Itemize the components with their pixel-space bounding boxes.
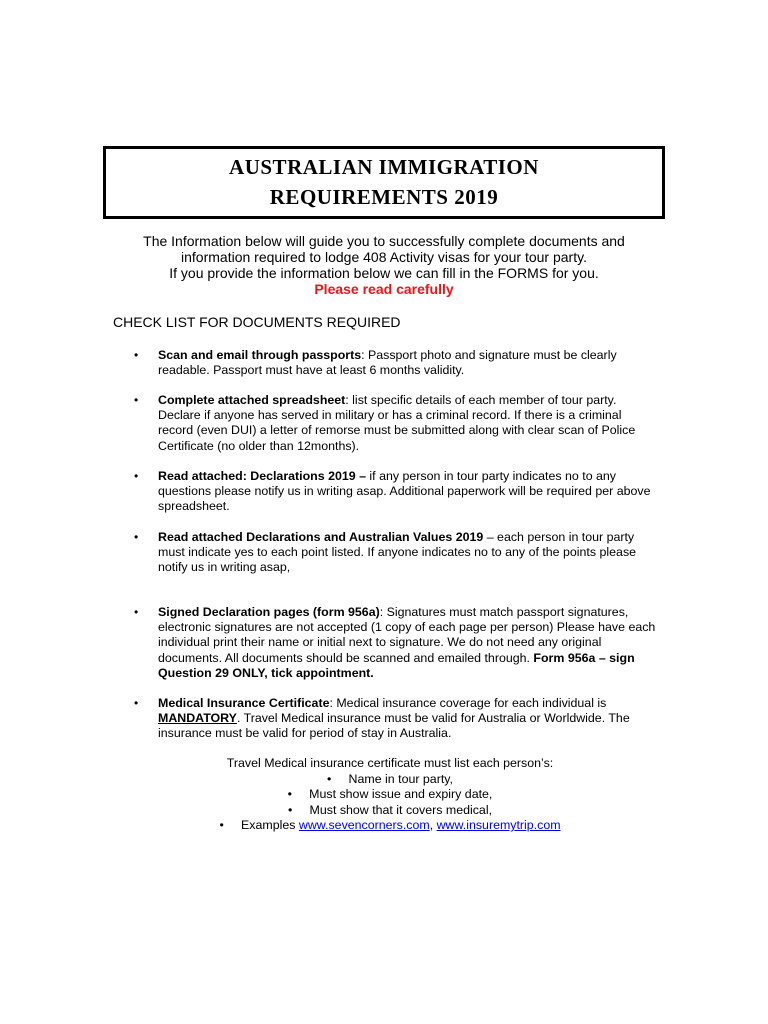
intro-line-1: The Information below will guide you to successfully complete documents and bbox=[143, 233, 625, 249]
bullet-icon: • bbox=[219, 818, 224, 832]
medical-point-text: Must show issue and expiry date, bbox=[309, 787, 493, 801]
examples-label: Examples bbox=[241, 818, 299, 832]
item-heading: Read attached: Declarations 2019 – bbox=[158, 469, 366, 483]
title-line-1: AUSTRALIAN IMMIGRATION bbox=[229, 155, 539, 179]
item-text: : list specific details of each member of tour party. Declare if anyone has served in military or has a criminal record. If there is a criminal record (even DUI) a letter of remorse must be submitted along with clear scan of Police Certificate (no older than 12months). bbox=[158, 393, 636, 453]
bullet-icon: • bbox=[134, 393, 139, 407]
checklist-heading: CHECK LIST FOR DOCUMENTS REQUIRED bbox=[113, 314, 401, 330]
title-line-2: REQUIREMENTS 2019 bbox=[269, 185, 499, 209]
checklist-item-spreadsheet bbox=[134, 393, 658, 454]
item-text: if any person in tour party indicates no to any questions please notify us in writing asap. Additional paperwork will be required per above spreadsheet. bbox=[158, 469, 651, 514]
insuremytrip-link[interactable]: www.insuremytrip.com bbox=[436, 818, 561, 832]
intro-line-3: If you provide the information below we can fill in the FORMS for you. bbox=[169, 265, 599, 281]
checklist-item-declarations bbox=[134, 469, 658, 515]
bullet-icon: • bbox=[134, 696, 139, 710]
medical-point bbox=[180, 787, 600, 803]
title-box bbox=[103, 146, 665, 219]
bullet-icon: • bbox=[287, 787, 292, 801]
bullet-icon: • bbox=[134, 469, 139, 483]
item-heading: Signed Declaration pages (form 956a) bbox=[158, 605, 380, 619]
sevencorners-link[interactable]: www.sevencorners.com bbox=[298, 818, 430, 832]
medical-point bbox=[180, 803, 600, 819]
checklist-item-australian-values bbox=[134, 530, 658, 576]
item-text-end: . Travel Medical insurance must be valid for Australia or Worldwide. The insurance must be valid for period of stay in Australia. bbox=[158, 711, 630, 741]
item-heading: Complete attached spreadsheet bbox=[158, 393, 346, 407]
item-text: : Medical insurance coverage for each individual is bbox=[329, 696, 607, 710]
intro-line-2: information required to lodge 408 Activity visas for your tour party. bbox=[181, 249, 587, 265]
item-text: : Signatures must match passport signatures, electronic signatures are not accepted (1 copy of each page per person) Please have each individual print their name or initial next to signature. We do not need any original documents. All documents should be scanned and emailed through. bbox=[158, 605, 656, 665]
bullet-icon: • bbox=[134, 605, 139, 619]
link-separator: , bbox=[429, 818, 437, 832]
checklist-item-medical-insurance bbox=[134, 696, 658, 742]
intro-paragraph bbox=[100, 233, 668, 297]
bullet-icon: • bbox=[134, 530, 139, 544]
item-heading: Scan and email through passports bbox=[158, 348, 362, 362]
mandatory-emphasis: MANDATORY bbox=[158, 711, 237, 726]
item-heading: Read attached Declarations and Australian Values 2019 bbox=[158, 530, 484, 544]
bullet-icon: • bbox=[134, 348, 139, 362]
read-carefully-warning: Please read carefully bbox=[314, 281, 454, 297]
checklist-item-signed-declaration bbox=[134, 605, 658, 681]
medical-point-text: Must show that it covers medical, bbox=[309, 802, 493, 817]
item-emphasis: Form 956a – sign Question 29 ONLY, tick appointment. bbox=[158, 650, 635, 680]
item-text: – each person in tour party must indicate yes to each point listed. If anyone indicates no to any of the points please notify us in writing asap, bbox=[158, 530, 637, 575]
bullet-icon: • bbox=[287, 802, 293, 817]
item-heading: Medical Insurance Certificate bbox=[158, 696, 330, 710]
medical-intro: Travel Medical insurance certificate must list each person’s: bbox=[226, 756, 554, 770]
bullet-icon: • bbox=[326, 771, 332, 786]
medical-point-text: Name in tour party, bbox=[348, 771, 453, 786]
medical-requirements-list bbox=[180, 756, 600, 834]
medical-examples bbox=[180, 818, 600, 834]
item-text: : Passport photo and signature must be clearly readable. Passport must have at least 6 months validity. bbox=[158, 348, 617, 378]
checklist-item-passports bbox=[134, 348, 658, 378]
medical-point bbox=[180, 772, 600, 788]
